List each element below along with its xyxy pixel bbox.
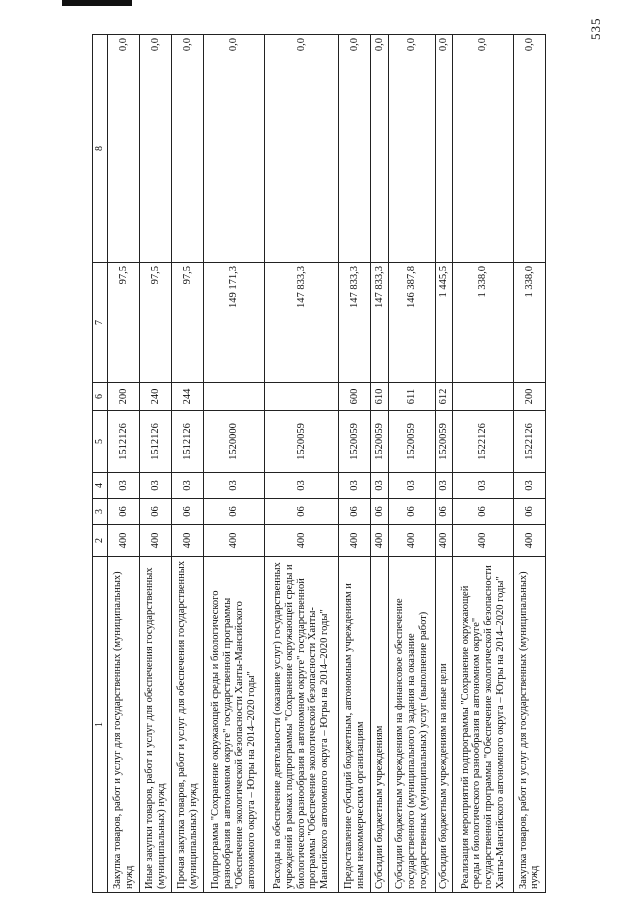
table-row	[140, 35, 172, 893]
row-sum-7: 147 833,3	[339, 263, 371, 383]
rotated-table-container	[92, 35, 546, 893]
row-code-4: 03	[453, 473, 513, 499]
row-code-6: 200	[513, 383, 545, 411]
row-sum-8: 0,0	[435, 35, 453, 263]
row-sum-7: 149 171,3	[204, 263, 264, 383]
row-name: Субсидии бюджетным учреждениям	[371, 557, 389, 893]
row-code-3: 06	[264, 499, 339, 525]
scan-edge-mark	[62, 0, 132, 6]
row-code-2: 400	[513, 525, 545, 557]
row-name: Реализация мероприятий подпрограммы "Сохранение окружающей среды и биологического разнообразия в автономном округе" государственной программы "Обеспечение экологической безопасности Ханты-Мансийского автономного округа – Югры на 2014–2020 годы"	[453, 557, 513, 893]
row-sum-8: 0,0	[204, 35, 264, 263]
row-sum-8: 0,0	[371, 35, 389, 263]
row-sum-7: 97,5	[140, 263, 172, 383]
row-code-4: 03	[339, 473, 371, 499]
row-code-5: 1520059	[371, 411, 389, 473]
row-sum-8: 0,0	[172, 35, 204, 263]
row-sum-7: 97,5	[172, 263, 204, 383]
row-name: Субсидии бюджетным учреждениям на иные цели	[435, 557, 453, 893]
row-code-4: 03	[513, 473, 545, 499]
row-code-5: 1520059	[264, 411, 339, 473]
header-col-8: 8	[93, 35, 108, 263]
row-code-4: 03	[204, 473, 264, 499]
row-code-3: 06	[140, 499, 172, 525]
table-row	[204, 35, 264, 893]
row-code-2: 400	[453, 525, 513, 557]
row-name: Прочая закупка товаров, работ и услуг для обеспечения государственных (муниципальных) нужд	[172, 557, 204, 893]
row-name: Расходы на обеспечение деятельности (оказание услуг) государственных учреждений в рамках подпрограммы "Сохранение окружающей среды и биологического разнообразия в автономном округе" государственной программы "Обеспечение экологической безопасности Ханты-Мансийского автономного округа – Югры на 2014–2020 годы"	[264, 557, 339, 893]
row-code-6: 244	[172, 383, 204, 411]
row-code-6: 200	[108, 383, 140, 411]
row-sum-8: 0,0	[140, 35, 172, 263]
row-name: Иные закупки товаров, работ и услуг для обеспечения государственных (муниципальных) нужд	[140, 557, 172, 893]
row-code-6	[264, 383, 339, 411]
row-code-4: 03	[264, 473, 339, 499]
row-code-2: 400	[204, 525, 264, 557]
row-name: Предоставление субсидий бюджетным, автономным учреждениям и иным некоммерческим организациям	[339, 557, 371, 893]
row-sum-7: 147 833,3	[371, 263, 389, 383]
row-code-3: 06	[453, 499, 513, 525]
row-sum-7: 147 833,3	[264, 263, 339, 383]
row-code-3: 06	[204, 499, 264, 525]
row-name: Закупка товаров, работ и услуг для государственных (муниципальных) нужд	[108, 557, 140, 893]
row-code-2: 400	[339, 525, 371, 557]
row-code-2: 400	[172, 525, 204, 557]
row-code-4: 03	[108, 473, 140, 499]
row-sum-8: 0,0	[389, 35, 435, 263]
row-sum-7: 1 338,0	[453, 263, 513, 383]
row-code-3: 06	[389, 499, 435, 525]
row-code-2: 400	[389, 525, 435, 557]
row-code-3: 06	[513, 499, 545, 525]
row-code-6	[453, 383, 513, 411]
row-code-4: 03	[172, 473, 204, 499]
row-name: Субсидии бюджетным учреждениям на финансовое обеспечение государственного (муниципального) задания на оказание государственных (муниципальных) услуг (выполнение работ)	[389, 557, 435, 893]
header-col-7: 7	[93, 263, 108, 383]
row-code-5: 1520059	[435, 411, 453, 473]
row-code-6: 612	[435, 383, 453, 411]
row-code-4: 03	[371, 473, 389, 499]
row-code-6: 611	[389, 383, 435, 411]
row-code-6: 600	[339, 383, 371, 411]
row-name: Закупка товаров, работ и услуг для государственных (муниципальных) нужд	[513, 557, 545, 893]
row-sum-7: 1 445,5	[435, 263, 453, 383]
table-row	[371, 35, 389, 893]
row-code-2: 400	[140, 525, 172, 557]
row-code-5: 1512126	[140, 411, 172, 473]
row-sum-8: 0,0	[264, 35, 339, 263]
header-col-5: 5	[93, 411, 108, 473]
row-code-3: 06	[108, 499, 140, 525]
row-code-2: 400	[108, 525, 140, 557]
row-sum-8: 0,0	[453, 35, 513, 263]
header-col-1: 1	[93, 557, 108, 893]
row-code-5: 1520059	[389, 411, 435, 473]
row-code-5: 1520000	[204, 411, 264, 473]
row-code-6: 610	[371, 383, 389, 411]
header-col-6: 6	[93, 383, 108, 411]
row-code-5: 1522126	[513, 411, 545, 473]
row-code-2: 400	[435, 525, 453, 557]
row-code-5: 1512126	[108, 411, 140, 473]
row-sum-8: 0,0	[339, 35, 371, 263]
row-code-5: 1520059	[339, 411, 371, 473]
page-number: 535	[588, 17, 603, 40]
row-sum-7: 146 387,8	[389, 263, 435, 383]
row-code-6	[204, 383, 264, 411]
budget-table	[92, 34, 546, 893]
row-code-3: 06	[172, 499, 204, 525]
row-sum-8: 0,0	[108, 35, 140, 263]
row-sum-8: 0,0	[513, 35, 545, 263]
row-code-2: 400	[264, 525, 339, 557]
row-code-4: 03	[389, 473, 435, 499]
row-code-5: 1522126	[453, 411, 513, 473]
header-row	[93, 35, 108, 893]
row-sum-7: 97,5	[108, 263, 140, 383]
row-code-3: 06	[435, 499, 453, 525]
table-row	[339, 35, 371, 893]
header-col-4: 4	[93, 473, 108, 499]
row-code-2: 400	[371, 525, 389, 557]
row-name: Подпрограмма "Сохранение окружающей среды и биологического разнообразия в автономном округе" государственной программы "Обеспечение экологической безопасности Ханты-Мансийского автономного округа – Югры на 2014–2020 годы"	[204, 557, 264, 893]
row-sum-7: 1 338,0	[513, 263, 545, 383]
row-code-6: 240	[140, 383, 172, 411]
row-code-4: 03	[140, 473, 172, 499]
table-row	[108, 35, 140, 893]
row-code-4: 03	[435, 473, 453, 499]
header-col-2: 2	[93, 525, 108, 557]
table-row	[453, 35, 513, 893]
table-row	[172, 35, 204, 893]
row-code-3: 06	[371, 499, 389, 525]
row-code-3: 06	[339, 499, 371, 525]
table-row	[264, 35, 339, 893]
table-row	[513, 35, 545, 893]
table-row	[435, 35, 453, 893]
header-col-3: 3	[93, 499, 108, 525]
table-row	[389, 35, 435, 893]
row-code-5: 1512126	[172, 411, 204, 473]
